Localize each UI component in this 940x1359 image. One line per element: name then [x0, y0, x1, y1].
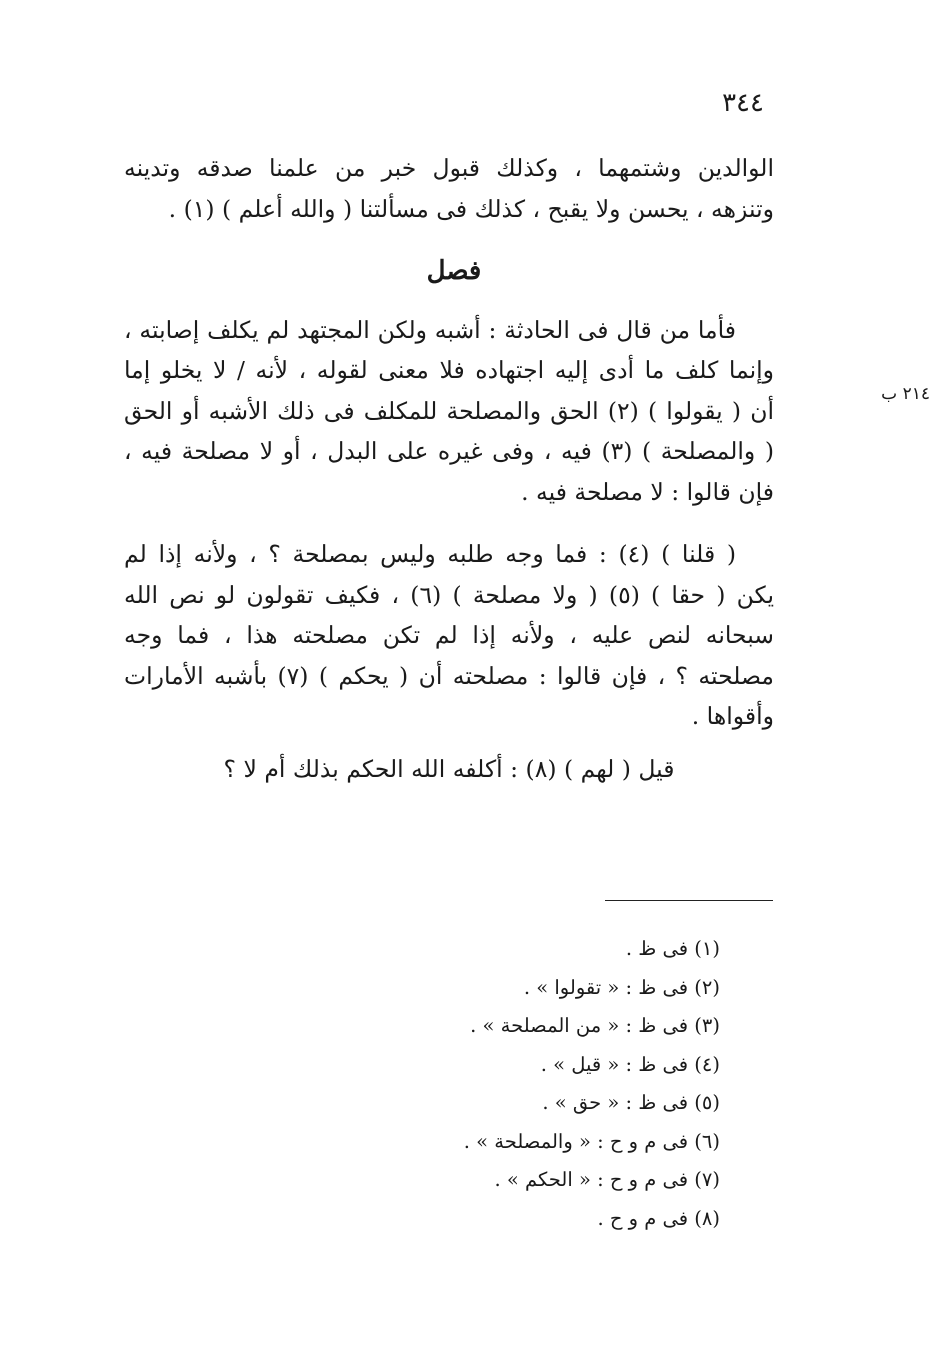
main-text [124, 148, 774, 789]
page-number: ٣٤٤ [722, 88, 764, 118]
text-line: مصلحته ؟ ، فإن قالوا : مصلحته أن ( يحكم ) (٧) بأشبه الأمارات [124, 661, 774, 690]
text-line: فأما من قال فى الحادثة : أشبه ولكن المجتهد لم يكلف إصابته ، [124, 315, 736, 344]
footnote: (١) فى ظ . [625, 937, 720, 960]
text-line: وأقواها . [691, 702, 774, 730]
footnote: (٨) فى م و ح . [597, 1206, 720, 1230]
text-line: الوالدين وشتمهما ، وكذلك قبول خبر من علمنا صدقه وتدينه [124, 154, 774, 182]
text-line: وإنما كلف ما أدى إليه اجتهاده فلا معنى لقوله ، لأنه / لا يخلو إما [124, 356, 774, 384]
text-line: يكن ( حقا ) (٥) ( ولا مصلحة ) (٦) ، فكيف تقولون لو نص الله [124, 580, 774, 609]
paragraph-3 [124, 534, 774, 737]
text-line: ( قلنا ) (٤) : فما وجه طلبه وليس بمصلحة ؟ ، ولأنه إذا لم [124, 540, 736, 568]
footnote-divider [605, 900, 773, 901]
margin-folio-note: ٢١٤ ب [881, 384, 930, 404]
footnote: (٧) فى م و ح : « الحكم » . [494, 1168, 720, 1191]
text-line: قيل ( لهم ) (٨) : أكلفه الله الحكم بذلك أم لا ؟ [223, 754, 675, 783]
footnote: (٥) فى ظ : « حق » . [542, 1091, 720, 1114]
section-heading: فصل [426, 256, 482, 286]
text-line: أن ( يقولوا ) (٢) الحق والمصلحة للمكلف فى ذلك الأشبه أو الحق [124, 396, 774, 425]
footnotes [200, 930, 720, 1238]
paragraph-4 [124, 749, 774, 790]
footnote: (٦) فى م و ح : « والمصلحة » . [463, 1129, 720, 1153]
text-line: ( والمصلحة ) (٣) فيه ، وفى غيره على البدل ، أو لا مصلحة فيه ، [124, 437, 774, 465]
text-line: فإن قالوا : لا مصلحة فيه . [521, 477, 774, 506]
text-line: وتنزهه ، يحسن ولا يقبح ، كذلك فى مسألتنا ( والله أعلم ) (١) . [168, 194, 774, 223]
paragraph-1 [124, 148, 774, 229]
paragraph-2 [124, 310, 774, 513]
footnote: (٣) فى ظ : « من المصلحة » . [470, 1014, 720, 1037]
footnote: (٢) فى ظ : « تقولوا » . [523, 975, 720, 999]
footnote: (٤) فى ظ : « قيل » . [540, 1052, 720, 1076]
text-line: سبحانه لنص عليه ، ولأنه إذا لم تكن مصلحته هذا ، فما وجه [124, 621, 774, 649]
